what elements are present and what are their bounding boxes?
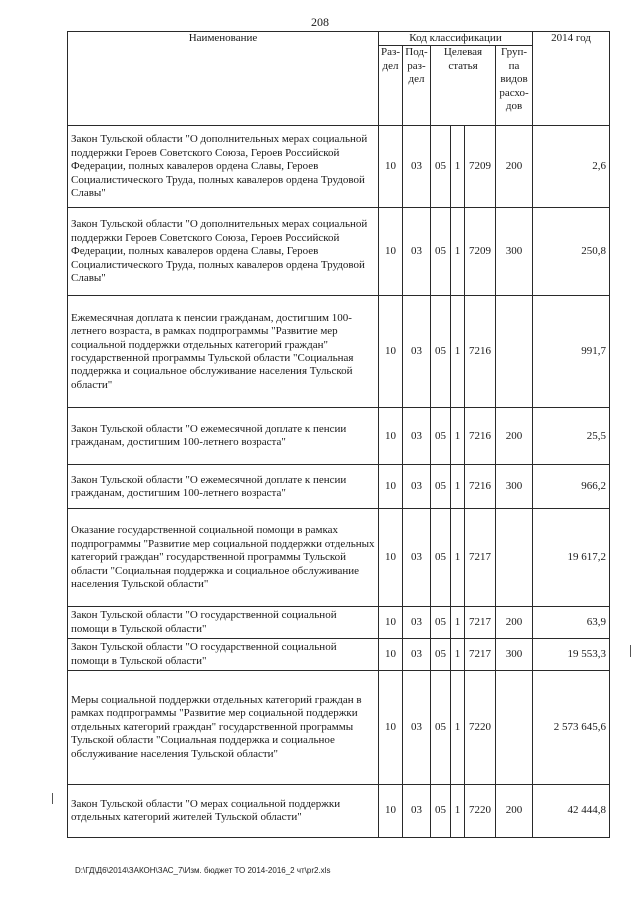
row-podrazdel: 03 [403,465,431,509]
header-celevaya: Целевая статья [431,46,496,126]
row-target-direction: 7220 [465,671,496,785]
row-expense-type: 300 [496,208,533,296]
table-row [68,509,610,607]
row-razdel: 10 [379,126,403,208]
row-podrazdel: 03 [403,208,431,296]
row-target-program: 05 [431,208,451,296]
row-expense-type: 200 [496,408,533,465]
row-razdel: 10 [379,296,403,408]
row-target-direction: 7217 [465,639,496,671]
row-amount: 19 553,3 [533,639,610,671]
header-year: 2014 год [533,32,610,126]
row-target-subprogram: 1 [451,509,465,607]
row-target-program: 05 [431,639,451,671]
row-name: Оказание государственной социальной помощи в рамках подпрограммы "Развитие мер социальной поддержки отдельных категорий граждан" государственной программы Тульской области "Социальная поддержка и социальное обслуживание населения Тульской области" [68,509,379,607]
header-name: Наименование [68,32,379,126]
table-body [68,126,610,838]
row-target-direction: 7216 [465,296,496,408]
row-name: Закон Тульской области "О дополнительных мерах социальной поддержки Героев Советского Союза, Героев Российской Федерации, полных кавалеров ордена Славы, Героев Социалистического Труда, полных кавалеров ордена Трудовой Славы" [68,208,379,296]
row-target-direction: 7220 [465,785,496,838]
table-row [68,639,610,671]
row-expense-type: 200 [496,607,533,639]
row-expense-type: 200 [496,785,533,838]
row-amount: 250,8 [533,208,610,296]
row-amount: 991,7 [533,296,610,408]
row-target-program: 05 [431,785,451,838]
row-expense-type: 200 [496,126,533,208]
table-row [68,607,610,639]
header-podrazdel: Под- раз- дел [403,46,431,126]
row-expense-type [496,671,533,785]
row-target-program: 05 [431,126,451,208]
row-razdel: 10 [379,509,403,607]
row-target-subprogram: 1 [451,785,465,838]
row-name: Закон Тульской области "О ежемесячной доплате к пенсии гражданам, достигшим 100-летнего возраста" [68,465,379,509]
row-target-direction: 7216 [465,465,496,509]
row-amount: 966,2 [533,465,610,509]
table-row [68,208,610,296]
row-target-direction: 7209 [465,126,496,208]
row-target-direction: 7209 [465,208,496,296]
row-amount: 2 573 645,6 [533,671,610,785]
row-amount: 25,5 [533,408,610,465]
row-target-program: 05 [431,671,451,785]
table-row [68,785,610,838]
row-razdel: 10 [379,671,403,785]
row-target-subprogram: 1 [451,296,465,408]
header-razdel: Раз- дел [379,46,403,126]
row-target-program: 05 [431,296,451,408]
row-podrazdel: 03 [403,408,431,465]
row-podrazdel: 03 [403,126,431,208]
row-razdel: 10 [379,465,403,509]
row-target-subprogram: 1 [451,208,465,296]
table-row [68,296,610,408]
row-target-subprogram: 1 [451,671,465,785]
stray-mark [630,645,631,657]
row-name: Меры социальной поддержки отдельных категорий граждан в рамках подпрограммы "Развитие мер социальной поддержки отдельных категорий граждан" государственной программы Тульской области "Социальная поддержка и социальное обслуживание населения Тульской области" [68,671,379,785]
row-razdel: 10 [379,408,403,465]
row-target-direction: 7217 [465,607,496,639]
row-target-subprogram: 1 [451,465,465,509]
row-expense-type [496,509,533,607]
row-name: Ежемесячная доплата к пенсии гражданам, достигшим 100-летнего возраста, в рамках подпрограммы "Развитие мер социальной поддержки отдельных категорий граждан" государственной программы Тульской области "Социальная поддержка и социальное обслуживание населения Тульской области" [68,296,379,408]
row-target-subprogram: 1 [451,126,465,208]
row-podrazdel: 03 [403,671,431,785]
row-target-direction: 7217 [465,509,496,607]
row-amount: 2,6 [533,126,610,208]
row-target-subprogram: 1 [451,408,465,465]
row-expense-type [496,296,533,408]
table-row [68,671,610,785]
row-amount: 63,9 [533,607,610,639]
header-code: Код классификации [379,32,533,46]
row-target-program: 05 [431,465,451,509]
row-razdel: 10 [379,208,403,296]
row-razdel: 10 [379,785,403,838]
budget-table [67,31,610,838]
table-row [68,408,610,465]
row-target-direction: 7216 [465,408,496,465]
row-target-program: 05 [431,408,451,465]
row-expense-type: 300 [496,639,533,671]
row-name: Закон Тульской области "О государственной социальной помощи в Тульской области" [68,639,379,671]
row-expense-type: 300 [496,465,533,509]
row-name: Закон Тульской области "О государственной социальной помощи в Тульской области" [68,607,379,639]
table-row [68,126,610,208]
row-podrazdel: 03 [403,296,431,408]
row-amount: 19 617,2 [533,509,610,607]
row-razdel: 10 [379,607,403,639]
row-amount: 42 444,8 [533,785,610,838]
stray-mark [52,793,53,804]
row-podrazdel: 03 [403,639,431,671]
footer-file-path: D:\ГД\Д6\2014\ЗАКОН\ЗАС_7\Изм. бюджет ТО 2014-2016_2 чт\pr2.xls [75,866,331,875]
row-podrazdel: 03 [403,607,431,639]
row-name: Закон Тульской области "О дополнительных мерах социальной поддержки Героев Советского Союза, Героев Российской Федерации, полных кавалеров ордена Славы, Героев Социалистического Труда, полных кавалеров ордена Трудовой Славы" [68,126,379,208]
row-target-program: 05 [431,607,451,639]
row-podrazdel: 03 [403,785,431,838]
header-gruppa: Груп- па видов расхо- дов [496,46,533,126]
row-name: Закон Тульской области "О мерах социальной поддержки отдельных категорий жителей Тульской области" [68,785,379,838]
row-podrazdel: 03 [403,509,431,607]
row-target-subprogram: 1 [451,607,465,639]
row-target-program: 05 [431,509,451,607]
row-target-subprogram: 1 [451,639,465,671]
table-row [68,465,610,509]
row-razdel: 10 [379,639,403,671]
row-name: Закон Тульской области "О ежемесячной доплате к пенсии гражданам, достигшим 100-летнего возраста" [68,408,379,465]
page-number: 208 [311,15,329,29]
